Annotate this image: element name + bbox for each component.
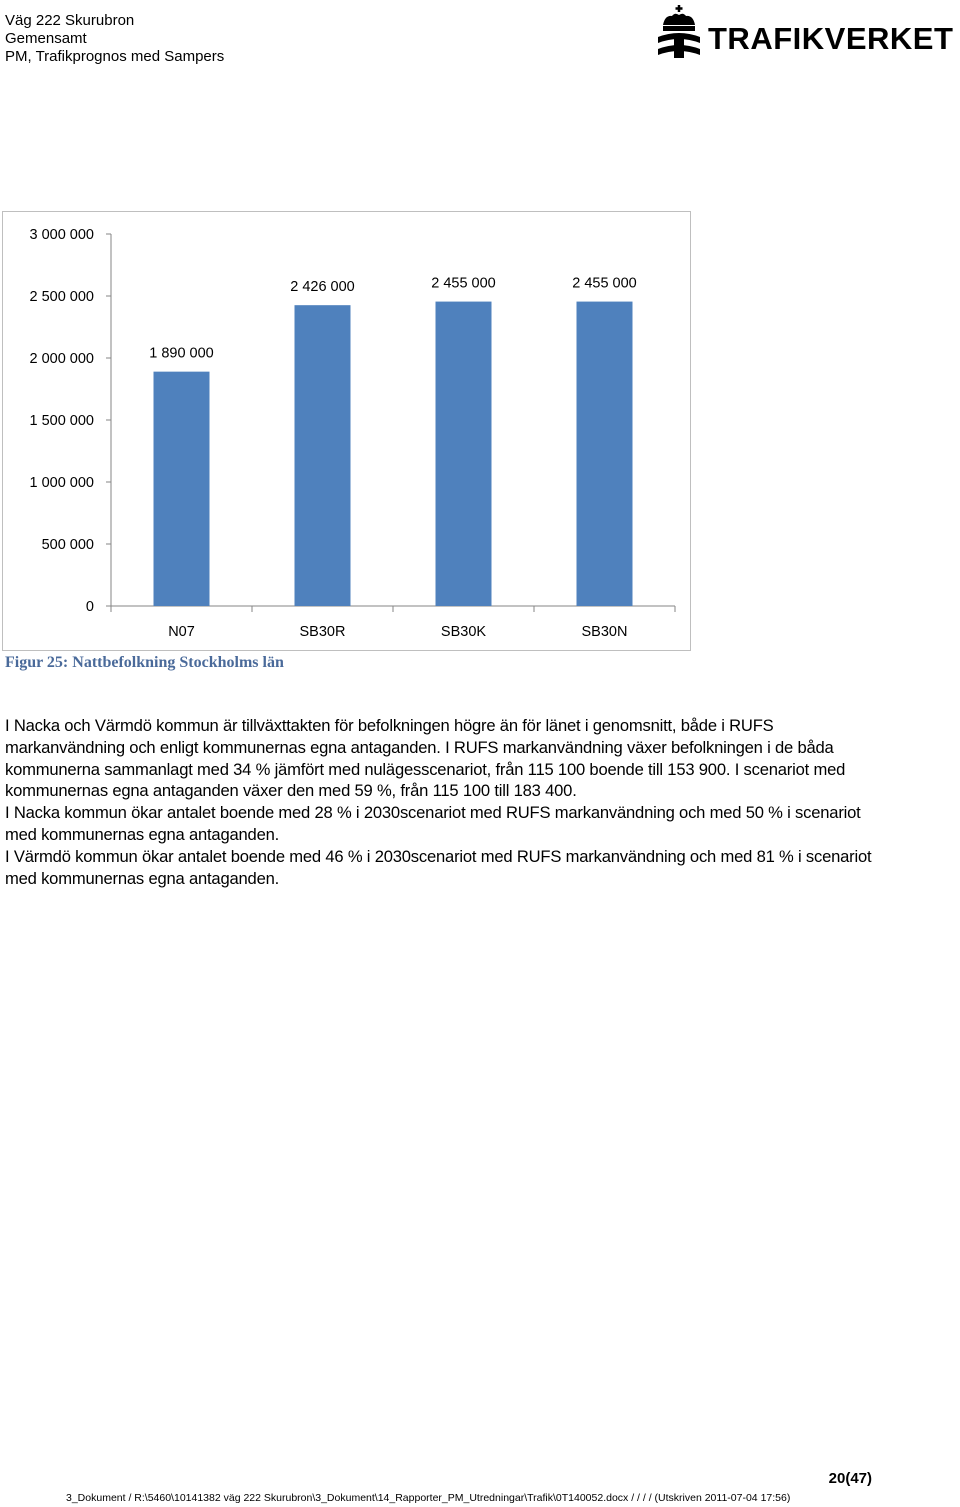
x-category-label: N07 <box>168 624 195 640</box>
bar-n07 <box>154 372 210 606</box>
paragraph-varmdo: I Värmdö kommun ökar antalet boende med 46 % i 2030scenariot med RUFS markanvändning och med 81 % i scenariot med kommunernas egna antaganden. <box>5 846 872 888</box>
data-label: 2 455 000 <box>431 275 496 292</box>
y-tick-label: 2 000 000 <box>29 351 94 367</box>
y-tick-label: 1 000 000 <box>29 475 94 491</box>
data-label: 2 426 000 <box>290 279 355 296</box>
x-category-label: SB30K <box>440 624 487 640</box>
paragraph-nacka: I Nacka kommun ökar antalet boende med 28 % i 2030scenariot med RUFS markanvändning och med 50 % i scenariot med kommunernas egna antaganden. <box>5 803 861 844</box>
x-category-label: SB30N <box>581 624 628 640</box>
trafikverket-logo <box>655 3 957 65</box>
chart-canvas <box>3 212 690 650</box>
paragraph-growth-summary: I Nacka och Värmdö kommun är tillväxttakten för befolkningen högre än för länet i genomsnitt, både i RUFS markanvändning och enligt kommunernas egna antaganden. I RUFS markanvändning växer befolkningen i de båda kommunerna sammanlagt med 34 % jämfört med nulägesscenariot, från 115 100 boende till 153 900. I scenariot med kommunernas egna antaganden växer den med 59 %, från 115 100 till 183 400. <box>5 716 846 801</box>
logo-wordmark: TRAFIKVERKET <box>708 21 954 56</box>
body-text <box>5 715 885 889</box>
bar-sb30k <box>436 302 492 606</box>
bar-sb30n <box>577 302 633 606</box>
y-tick-label: 2 500 000 <box>29 289 94 305</box>
footer-file-path: 3_Dokument / R:\5460\10141382 väg 222 Skurubron\3_Dokument\14_Rapporter_PM_Utredningar\Trafik\0T140052.docx / / / / (Utskriven 2011-07-04 17:56) <box>66 1492 791 1504</box>
page-number: 20(47) <box>828 1470 872 1487</box>
bar-sb30r <box>295 305 351 606</box>
y-tick-label: 500 000 <box>41 537 94 553</box>
header-project: Väg 222 Skurubron <box>5 12 135 29</box>
header-scope: Gemensamt <box>5 30 87 47</box>
y-tick-label: 1 500 000 <box>29 413 94 429</box>
y-tick-label: 3 000 000 <box>29 227 94 243</box>
data-label: 2 455 000 <box>572 275 637 292</box>
crown-emblem-icon <box>655 3 703 65</box>
population-bar-chart <box>2 211 691 651</box>
x-category-label: SB30R <box>299 624 346 640</box>
figure-caption: Figur 25: Nattbefolkning Stockholms län <box>5 654 284 671</box>
data-label: 1 890 000 <box>149 345 214 362</box>
header-document-title: PM, Trafikprognos med Sampers <box>5 48 225 65</box>
y-tick-label: 0 <box>85 599 94 615</box>
document-header <box>5 12 224 66</box>
